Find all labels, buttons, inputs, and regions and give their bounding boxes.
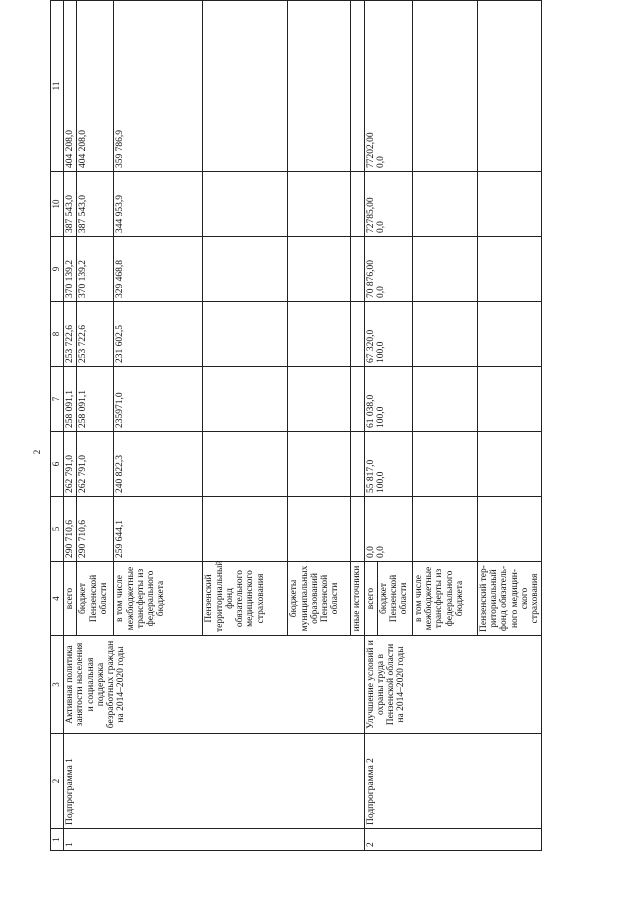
row-number: 2 xyxy=(364,829,542,851)
row-number: 1 xyxy=(64,829,365,851)
value-cell: 329 468,8 xyxy=(114,237,203,302)
value-cell xyxy=(203,237,288,302)
col-header: 11 xyxy=(51,1,64,172)
header-row xyxy=(51,1,64,851)
funding-source: всего xyxy=(64,562,77,636)
value-cell: 387 543,0 xyxy=(77,172,114,237)
value-cell: 77202,00 0,0 xyxy=(364,1,412,172)
value-cell: 370 139,2 xyxy=(77,237,114,302)
subprogram-title: Активная политика занятости населения и социальная поддержка безработных граждан на 2014–2020 годы xyxy=(64,636,365,734)
value-cell xyxy=(412,432,477,497)
value-cell xyxy=(412,172,477,237)
value-cell: 404 208,0 xyxy=(77,1,114,172)
value-cell: 387 543,0 xyxy=(64,172,77,237)
funding-source: всего xyxy=(364,562,377,636)
value-cell: 70 876,00 0,0 xyxy=(364,237,412,302)
value-cell xyxy=(412,237,477,302)
value-cell xyxy=(288,172,351,237)
value-cell: 0,0 0,0 xyxy=(364,497,412,562)
value-cell: 231 602,5 xyxy=(114,302,203,367)
value-cell: 55 817,0 100,0 xyxy=(364,432,412,497)
col-header: 2 xyxy=(51,734,64,829)
value-cell xyxy=(412,302,477,367)
value-cell xyxy=(203,172,288,237)
value-cell xyxy=(288,432,351,497)
value-cell xyxy=(351,1,364,172)
col-header: 4 xyxy=(51,562,64,636)
value-cell xyxy=(288,367,351,432)
value-cell: 370 139,2 xyxy=(64,237,77,302)
value-cell xyxy=(203,497,288,562)
funding-source: Пензенский территориальный фонд обязательного медицинского страхования xyxy=(203,562,288,636)
value-cell xyxy=(288,237,351,302)
col-header: 1 xyxy=(51,829,64,851)
value-cell: 359 786,9 xyxy=(114,1,203,172)
value-cell xyxy=(412,367,477,432)
col-header: 5 xyxy=(51,497,64,562)
funding-source: бюджет Пензенской области xyxy=(77,562,114,636)
value-cell xyxy=(477,302,542,367)
col-header: 9 xyxy=(51,237,64,302)
col-header: 3 xyxy=(51,636,64,734)
value-cell xyxy=(203,1,288,172)
value-cell: 262 791,0 xyxy=(64,432,77,497)
funding-source: бюджет Пензенской области xyxy=(377,562,412,636)
funding-source: бюджеты муниципальных образований Пензенской области xyxy=(288,562,351,636)
value-cell: 61 038,0 100,0 xyxy=(364,367,412,432)
value-cell: 72785,00 0,0 xyxy=(364,172,412,237)
value-cell xyxy=(351,172,364,237)
value-cell xyxy=(477,367,542,432)
value-cell xyxy=(477,432,542,497)
value-cell xyxy=(351,237,364,302)
value-cell xyxy=(477,172,542,237)
value-cell: 258 091,1 xyxy=(77,367,114,432)
value-cell: 235971,0 xyxy=(114,367,203,432)
col-header: 8 xyxy=(51,302,64,367)
value-cell xyxy=(203,302,288,367)
value-cell: 290 710,6 xyxy=(77,497,114,562)
col-header: 7 xyxy=(51,367,64,432)
value-cell xyxy=(203,367,288,432)
value-cell: 259 644,1 xyxy=(114,497,203,562)
subprogram-name: Подпрограмма 2 xyxy=(364,734,542,829)
table-row xyxy=(364,1,377,851)
value-cell xyxy=(203,432,288,497)
value-cell xyxy=(288,1,351,172)
value-cell: 253 722,6 xyxy=(64,302,77,367)
value-cell xyxy=(412,1,477,172)
value-cell xyxy=(477,497,542,562)
funding-source: в том числе межбюджетные трансферты из федерального бюджета xyxy=(412,562,477,636)
funding-source: иные источники xyxy=(351,562,364,636)
program-funding-table xyxy=(50,0,542,851)
value-cell xyxy=(288,497,351,562)
funding-source: в том числе межбюджетные трансферты из федерального бюджета xyxy=(114,562,203,636)
value-cell: 67 320,0 100,0 xyxy=(364,302,412,367)
funding-source: Пензенский тер-риториальный фонд обязатель-ного медицин-ского страхования xyxy=(477,562,542,636)
value-cell: 253 722,6 xyxy=(77,302,114,367)
value-cell: 258 091,1 xyxy=(64,367,77,432)
value-cell xyxy=(288,302,351,367)
value-cell xyxy=(412,497,477,562)
value-cell: 262 791,0 xyxy=(77,432,114,497)
col-header: 10 xyxy=(51,172,64,237)
value-cell xyxy=(351,367,364,432)
subprogram-name: Подпрограмма 1 xyxy=(64,734,365,829)
value-cell xyxy=(351,432,364,497)
subprogram-title: Улучшение условий и охраны труда в Пензенской области на 2014–2020 годы xyxy=(364,636,542,734)
value-cell: 404 208,0 xyxy=(64,1,77,172)
value-cell xyxy=(351,497,364,562)
value-cell: 240 822,3 xyxy=(114,432,203,497)
value-cell: 290 710,6 xyxy=(64,497,77,562)
page-number: 2 xyxy=(32,449,42,455)
value-cell xyxy=(477,237,542,302)
col-header: 6 xyxy=(51,432,64,497)
table-row xyxy=(64,1,77,851)
value-cell: 344 953,9 xyxy=(114,172,203,237)
value-cell xyxy=(477,1,542,172)
rotated-page xyxy=(50,41,590,851)
value-cell xyxy=(351,302,364,367)
